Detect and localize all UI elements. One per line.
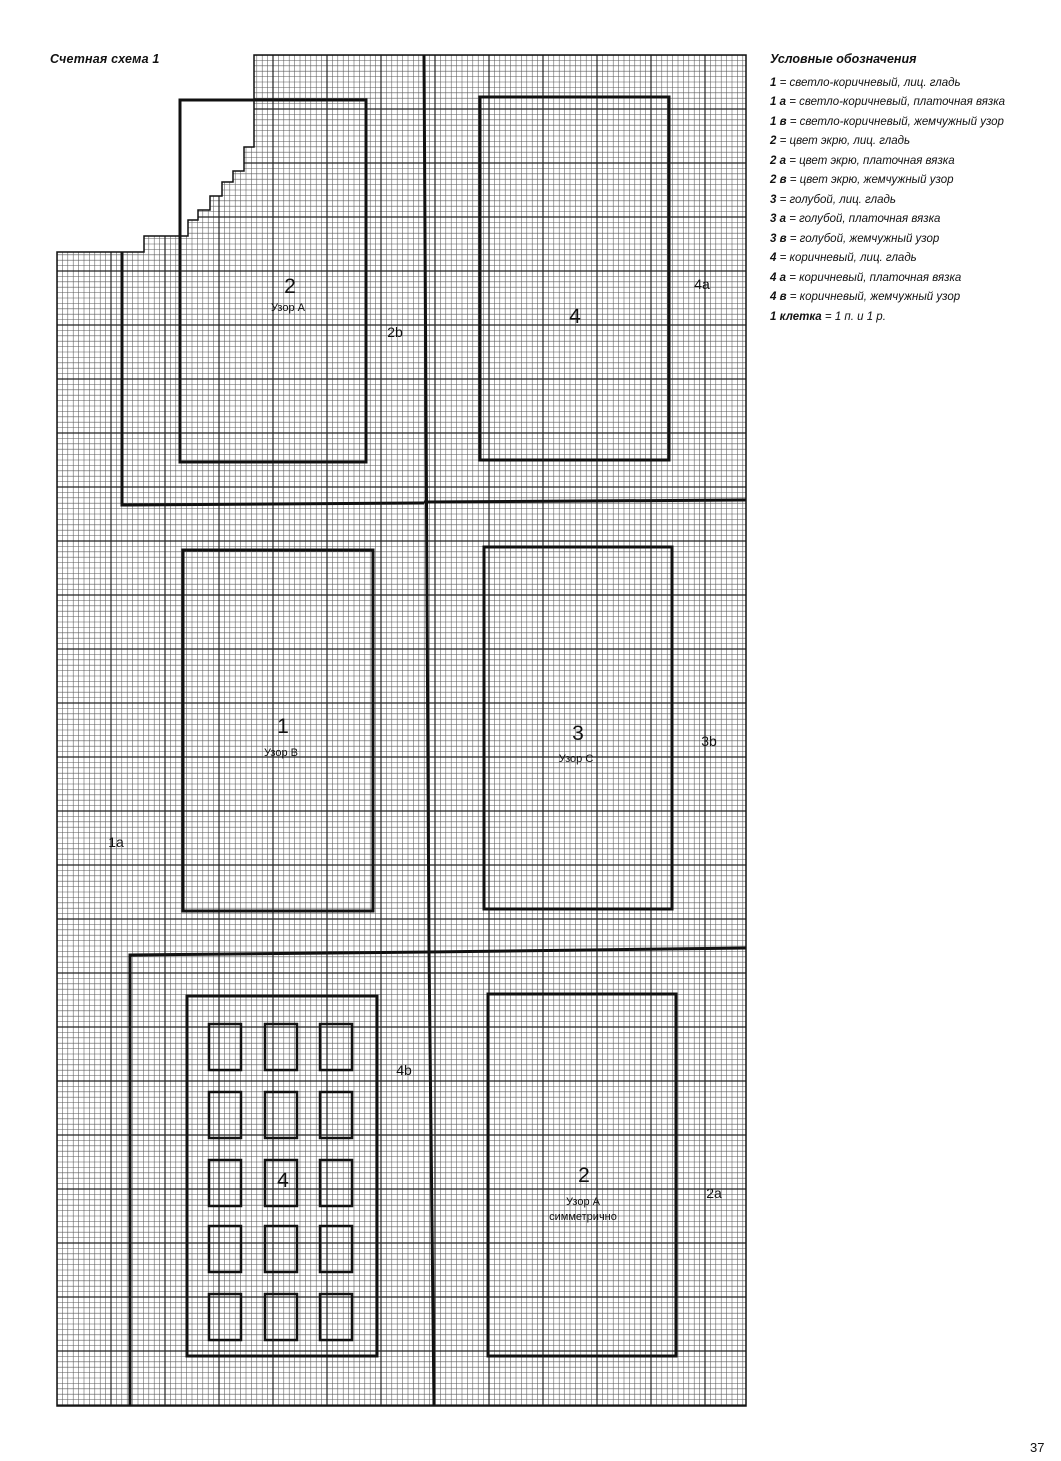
- window-cell: [265, 1294, 297, 1340]
- legend-text: 1 п. и 1 р.: [834, 310, 886, 323]
- legend-item: 4 = коричневый, лиц. гладь: [770, 252, 917, 264]
- label-pattern-a-symmetric: Узор А: [566, 1196, 600, 1208]
- grid-outline: [57, 55, 746, 1406]
- zone-1-border-bottom: [130, 948, 746, 1406]
- window-cell: [320, 1024, 352, 1070]
- grid-major-lines: [57, 55, 746, 1406]
- legend-key: 2 в: [770, 174, 787, 186]
- legend-item: 3 в = голубой, жемчужный узор: [770, 232, 940, 245]
- legend-text: голубой, лиц. гладь: [789, 193, 896, 206]
- legend-item: 1 = светло-коричневый, лиц. гладь: [770, 76, 961, 89]
- legend-text: коричневый, лиц. гладь: [789, 252, 917, 264]
- label-zone-2b: 2b: [387, 324, 403, 340]
- grid: [57, 55, 746, 1406]
- legend-text: коричневый, жемчужный узор: [799, 291, 961, 303]
- page-number: 37: [1030, 1440, 1045, 1455]
- label-zone-3b: 3b: [701, 733, 717, 749]
- legend-text: цвет экрю, жемчужный узор: [799, 174, 954, 186]
- window-cell: [265, 1092, 297, 1138]
- legend-key: 3: [770, 193, 777, 206]
- legend-key: 1 в: [770, 115, 787, 128]
- label-zone-3: 3: [572, 722, 584, 745]
- window-cell: [320, 1160, 352, 1206]
- legend-key: 4 в: [770, 291, 787, 303]
- legend-item: 2 а = цвет экрю, платочная вязка: [770, 154, 955, 167]
- window-cell: [320, 1092, 352, 1138]
- legend-key: 1 клетка: [770, 310, 822, 323]
- divider-horizontal-upper: [424, 500, 746, 502]
- legend-key: 4: [770, 252, 777, 264]
- label-zone-4a: 4a: [694, 276, 710, 292]
- legend-title: Условные обозначения: [770, 52, 917, 66]
- legend-text: светло-коричневый, лиц. гладь: [789, 76, 961, 89]
- block-4-top: [480, 97, 669, 460]
- legend-item: 4 а = коричневый, платочная вязка: [770, 271, 962, 284]
- label-zone-4-bottom: 4: [277, 1169, 289, 1192]
- window-cell: [265, 1226, 297, 1272]
- legend-key: 1 а: [770, 96, 786, 108]
- legend-item: 1 а = светло-коричневый, платочная вязка: [770, 96, 1006, 108]
- legend-text: голубой, жемчужный узор: [799, 232, 940, 245]
- label-pattern-a-symmetric-2: симметрично: [549, 1211, 617, 1223]
- legend-text: светло-коричневый, жемчужный узор: [799, 115, 1004, 128]
- grid-fine-lines: [57, 55, 746, 1406]
- legend-key: 2 а: [770, 154, 786, 167]
- legend-key: 3 в: [770, 232, 787, 245]
- legend-key: 2: [770, 135, 777, 147]
- label-pattern-b: Узор В: [264, 747, 298, 759]
- legend-item: 1 в = светло-коричневый, жемчужный узор: [770, 115, 1004, 128]
- label-zone-2a: 2a: [706, 1185, 722, 1201]
- legend-text: голубой, платочная вязка: [799, 213, 941, 225]
- legend-key: 1: [770, 76, 777, 89]
- legend-item: 3 = голубой, лиц. гладь: [770, 193, 896, 206]
- window-cell: [265, 1024, 297, 1070]
- label-zone-4b: 4b: [396, 1062, 412, 1078]
- legend-text: цвет экрю, лиц. гладь: [789, 135, 911, 147]
- legend-item: 3 а = голубой, платочная вязка: [770, 213, 941, 225]
- legend-key: 4 а: [770, 271, 786, 284]
- chart-title: Счетная схема 1: [50, 52, 160, 66]
- legend-text: коричневый, платочная вязка: [799, 271, 962, 284]
- legend-text: цвет экрю, платочная вязка: [799, 154, 955, 167]
- legend-item: 2 в = цвет экрю, жемчужный узор: [770, 174, 954, 186]
- legend-item: 2 = цвет экрю, лиц. гладь: [770, 135, 911, 147]
- legend-item: 1 клетка = 1 п. и 1 р.: [770, 310, 886, 323]
- window-cell: [320, 1294, 352, 1340]
- window-cell: [320, 1226, 352, 1272]
- label-zone-1a: 1a: [108, 834, 124, 850]
- label-zone-1: 1: [277, 715, 289, 738]
- label-zone-4-top: 4: [569, 305, 581, 328]
- label-zone-2-bottom: 2: [578, 1164, 590, 1187]
- label-pattern-c: Узор С: [558, 753, 594, 765]
- legend-text: светло-коричневый, платочная вязка: [799, 96, 1006, 108]
- label-pattern-a: Узор А: [271, 302, 305, 314]
- legend-key: 3 а: [770, 213, 786, 225]
- label-zone-2-top: 2: [284, 275, 296, 298]
- legend-item: 4 в = коричневый, жемчужный узор: [770, 291, 961, 303]
